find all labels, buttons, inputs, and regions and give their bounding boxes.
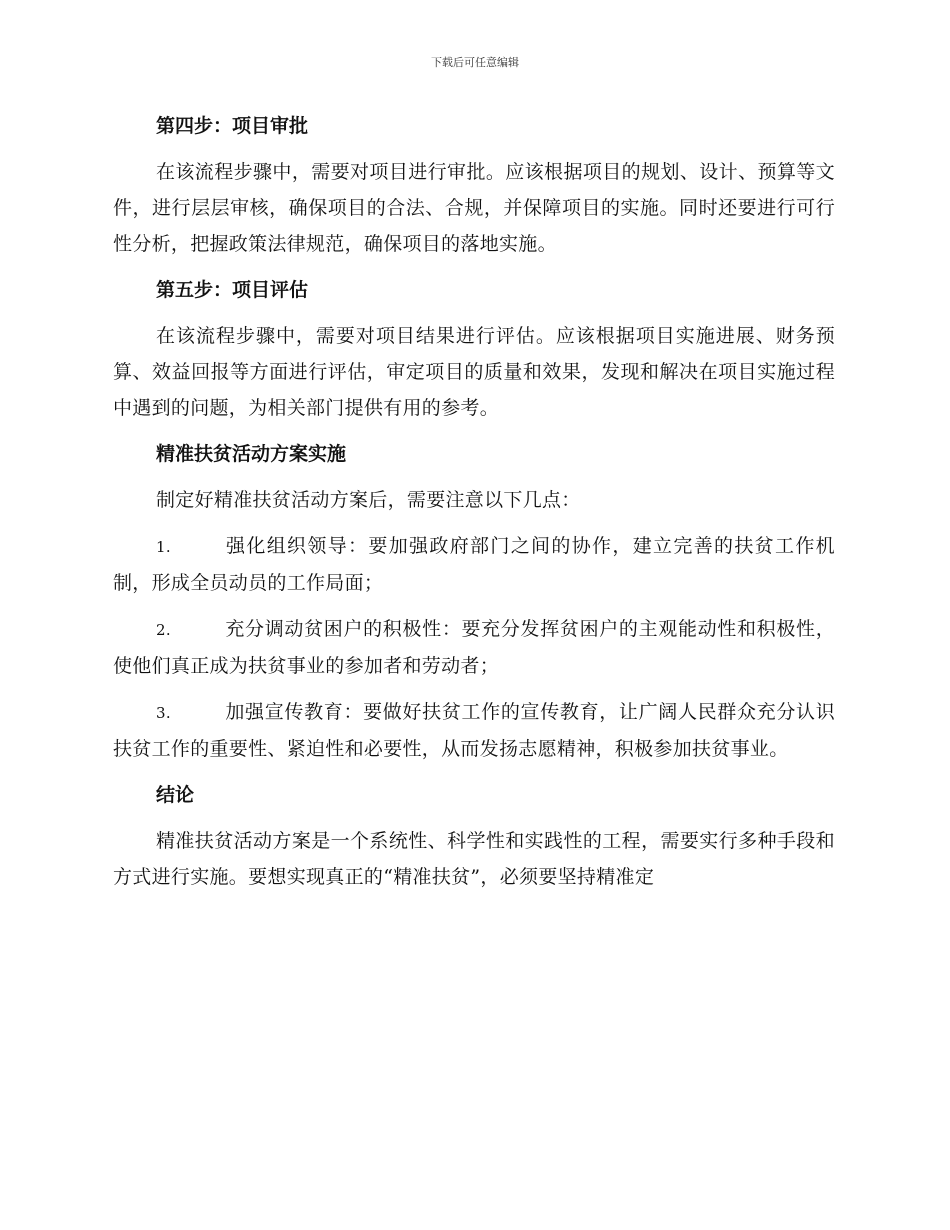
list-item-text: 强化组织领导：要加强政府部门之间的协作，建立完善的扶贫工作机制，形成全员动员的工作局面；: [113, 535, 835, 594]
list-item-number: 1.: [156, 538, 171, 556]
list-item-text: 加强宣传教育：要做好扶贫工作的宣传教育，让广阔人民群众充分认识扶贫工作的重要性、紧迫性和必要性，从而发扬志愿精神，积极参加扶贫事业。: [113, 701, 835, 760]
step5-heading: 第五步：项目评估: [156, 279, 309, 301]
conclusion-heading: 结论: [156, 784, 195, 806]
implementation-intro: 制定好精准扶贫活动方案后，需要注意以下几点：: [156, 489, 581, 511]
list-item-number: 3.: [156, 704, 171, 722]
conclusion-paragraph: 精准扶贫活动方案是一个系统性、科学性和实践性的工程，需要实行多种手段和方式进行实施。要想实现真正的“精准扶贫”，必须要坚持精准定: [113, 830, 835, 888]
list-item: [113, 611, 835, 684]
header-note: 下载后可任意编辑: [431, 56, 519, 69]
document-body: [113, 108, 835, 905]
list-item-number: 2.: [156, 621, 171, 639]
list-item: [113, 694, 835, 767]
list-item-text: 充分调动贫困户的积极性：要充分发挥贫困户的主观能动性和积极性，使他们真正成为扶贫事业的参加者和劳动者；: [113, 618, 835, 677]
step4-paragraph: 在该流程步骤中，需要对项目进行审批。应该根据项目的规划、设计、预算等文件，进行层层审核，确保项目的合法、合规，并保障项目的实施。同时还要进行可行性分析，把握政策法律规范，确保项目的落地实施。: [113, 161, 835, 255]
step4-heading: 第四步：项目审批: [156, 115, 309, 137]
implementation-heading: 精准扶贫活动方案实施: [156, 443, 347, 465]
list-item: [113, 528, 835, 601]
step5-paragraph: 在该流程步骤中，需要对项目结果进行评估。应该根据项目实施进展、财务预算、效益回报等方面进行评估，审定项目的质量和效果，发现和解决在项目实施过程中遇到的问题，为相关部门提供有用的参考。: [113, 325, 835, 419]
